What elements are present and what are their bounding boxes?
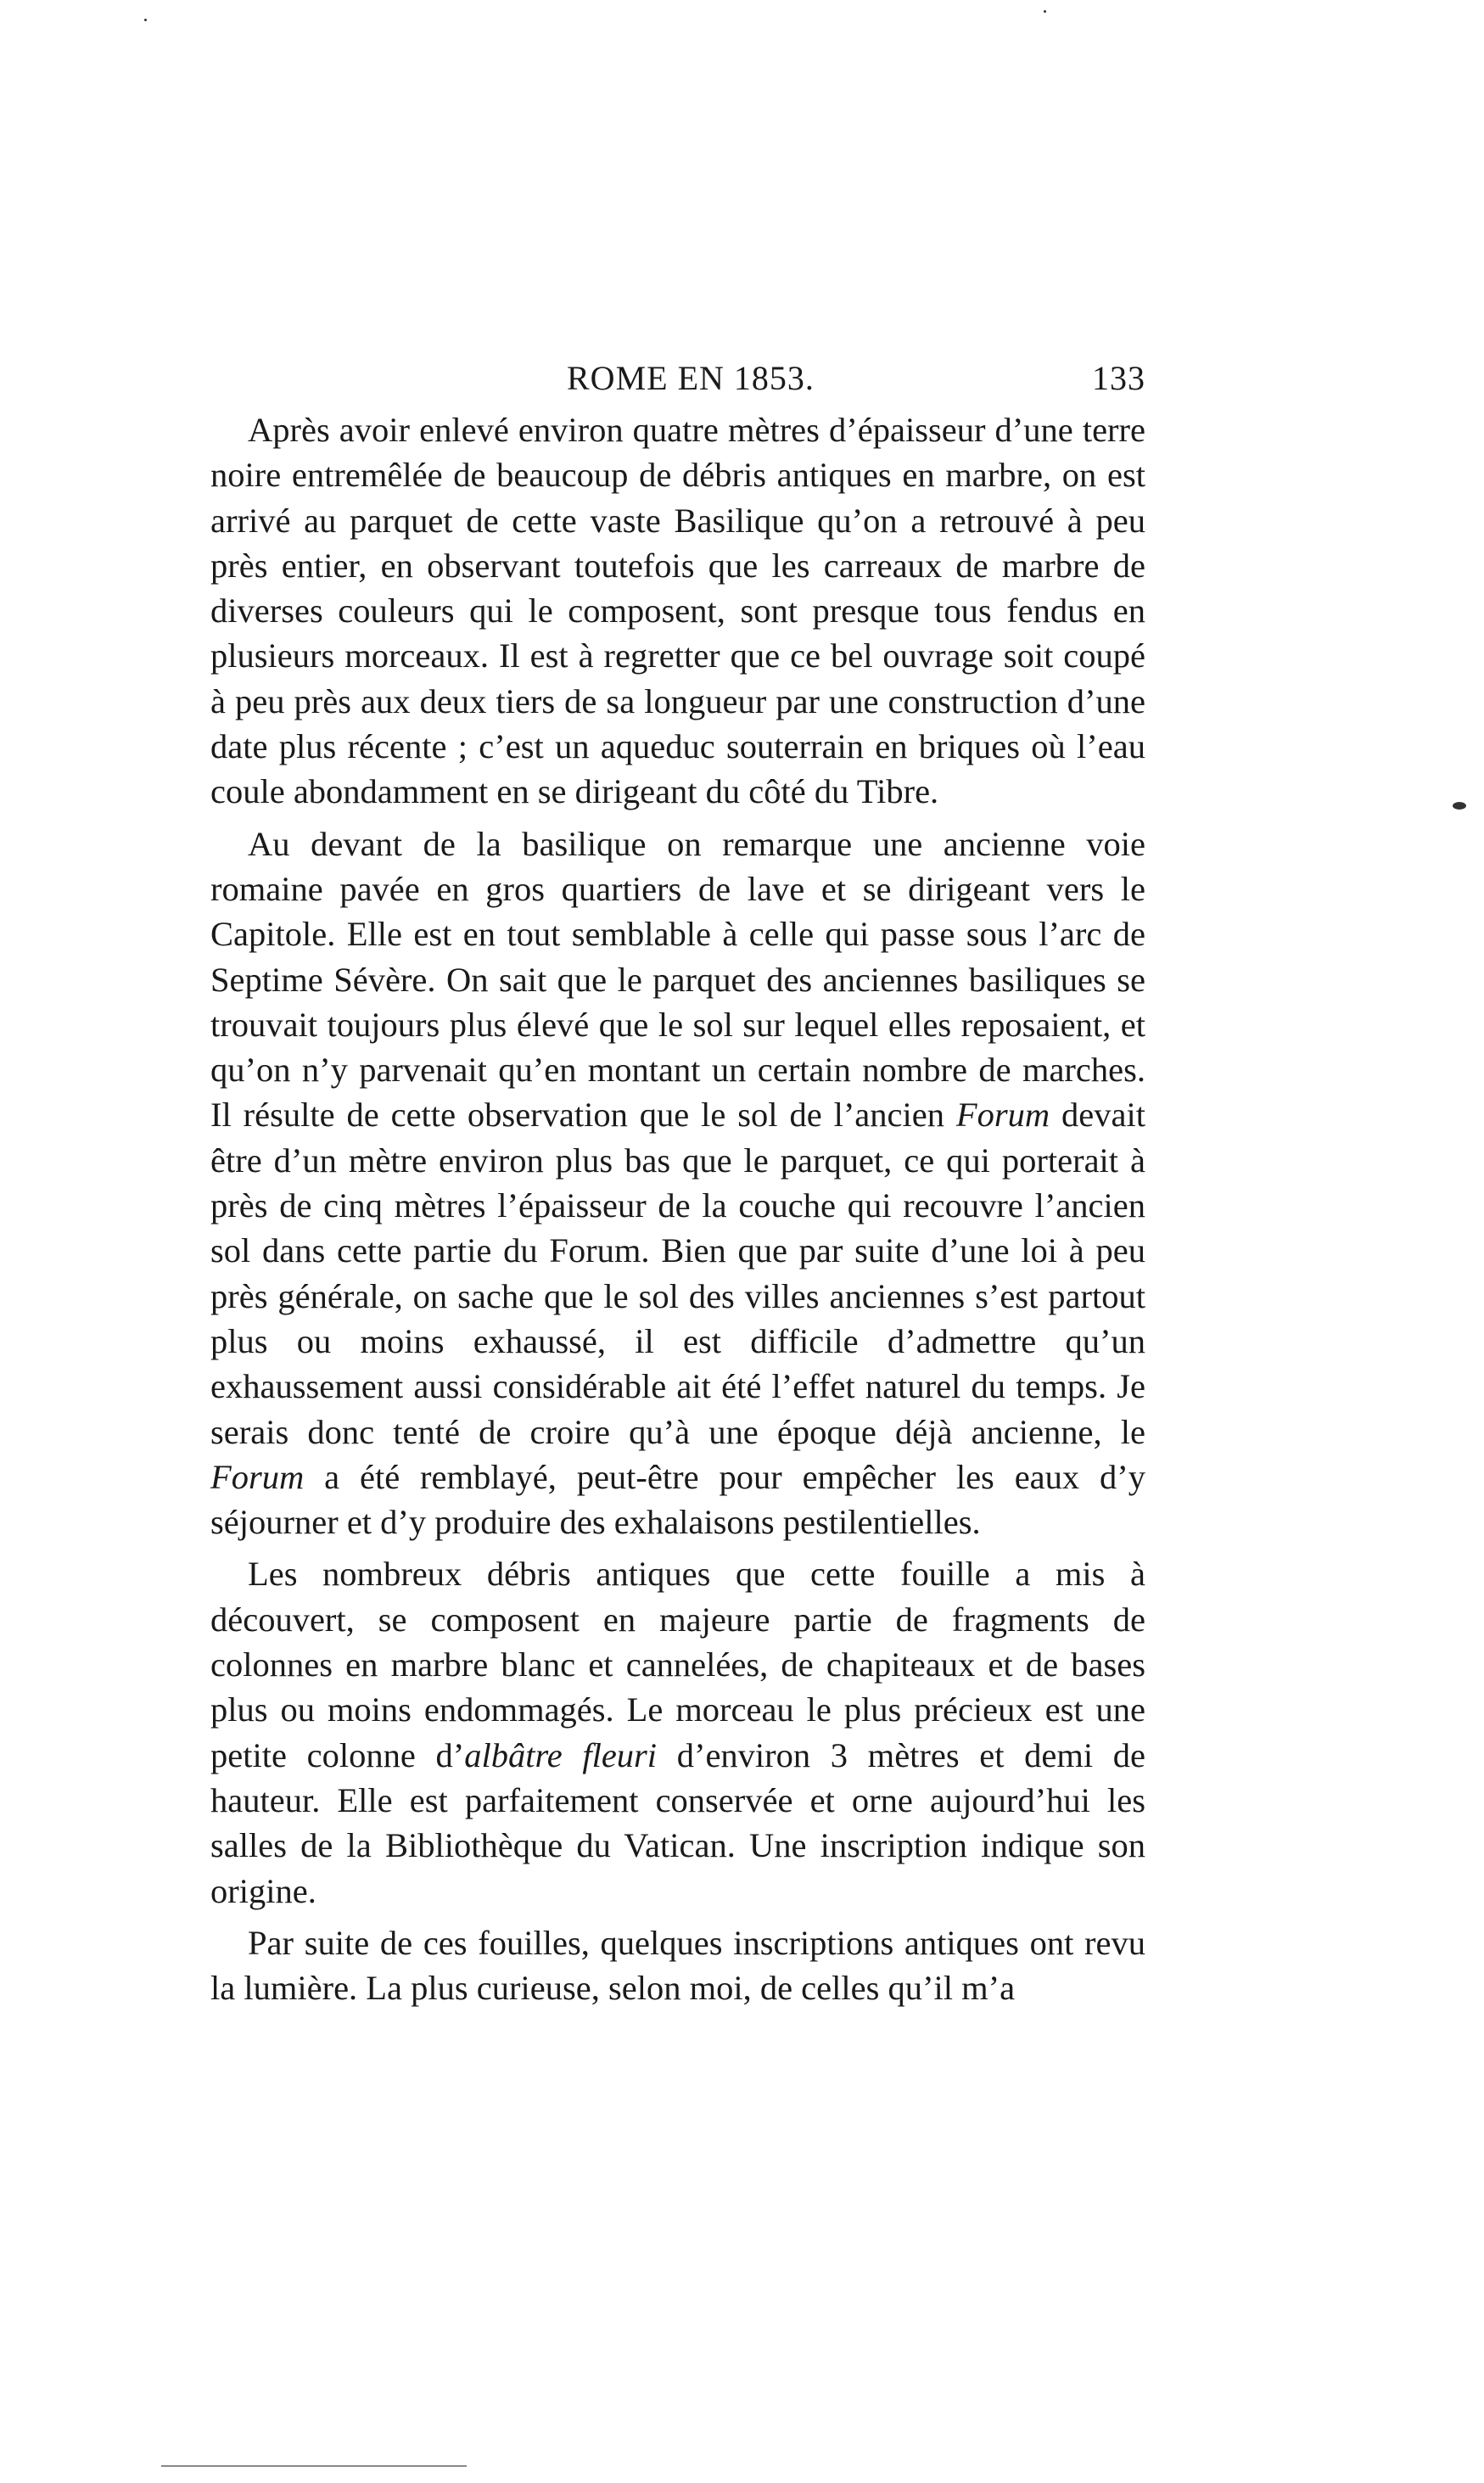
ink-speck	[1044, 10, 1046, 13]
ink-speck	[1453, 802, 1466, 810]
paragraph	[210, 821, 1145, 1545]
text-run: Par suite de ces fouilles, quelques inscriptions antiques ont revu la lumière. La plus curieuse, selon moi, de celles qu’il m’a	[210, 1923, 1145, 2008]
text-run: Les nombreux débris antiques que cette fouille a mis à découvert, se composent en majeure partie de fragments de colonnes en marbre blanc et cannelées, de chapiteaux et de bases plus ou moins endommagés. Le morceau le plus précieux est une petite colonne d’	[210, 1555, 1145, 1774]
paragraph	[210, 1920, 1145, 2011]
page-number: 133	[1092, 359, 1145, 397]
italic-run: Forum	[210, 1457, 305, 1496]
text-run: devait être d’un mètre environ plus bas que le parquet, ce qui porterait à près de cinq mètres l’épaisseur de la couche qui recouvre l’ancien sol dans cette partie du Forum. Bien que par suite d’une loi à peu près générale, on sache que le sol des villes anciennes s’est partout plus ou moins exhaussé, il est difficile d’admettre qu’un exhaussement aussi considérable ait été l’effet naturel du temps. Je serais donc tenté de croire qu’à une époque déjà ancienne, le	[210, 1096, 1145, 1451]
text-run: Après avoir enlevé environ quatre mètres d’épaisseur d’une terre noire entremêlée de beaucoup de débris antiques en marbre, on est arrivé au parquet de cette vaste Basilique qu’on a retrouvé à peu près entier, en observant toutefois que les carreaux de marbre de diverses couleurs qui le composent, sont presque tous fendus en plusieurs morceaux. Il est à regretter que ce bel ouvrage soit coupé à peu près aux deux tiers de sa longueur par une construction d’une date plus récente ; c’est un aqueduc souterrain en briques où l’eau coule abondamment en se dirigeant du côté du Tibre.	[210, 411, 1145, 811]
running-title: ROME EN 1853.	[567, 359, 815, 397]
body-text	[210, 407, 1145, 2017]
bottom-scan-rule	[161, 2465, 467, 2467]
text-run: Au devant de la basilique on remarque une ancienne voie romaine pavée en gros quartiers de lave et se dirigeant vers le Capitole. Elle est en tout semblable à celle qui passe sous l’arc de Septime Sévère. On sait que le parquet des anciennes basiliques se trouvait toujours plus élevé que le sol sur lequel elles reposaient, et qu’on n’y parvenait qu’en montant un certain nombre de marches. Il résulte de cette observation que le sol de l’ancien	[210, 824, 1145, 1135]
paragraph	[210, 407, 1145, 815]
italic-run: albâtre fleuri	[464, 1735, 658, 1774]
text-run: d’environ 3 mètres et demi de hauteur. Elle est parfaitement conservée et orne aujourd’hui les salles de la Bibliothèque du Vatican. Une inscription indique son origine.	[210, 1735, 1145, 1910]
text-run: a été remblayé, peut-être pour empêcher les eaux d’y séjourner et d’y produire des exhalaisons pestilentielles.	[210, 1457, 1145, 1542]
paragraph	[210, 1551, 1145, 1913]
ink-speck	[144, 19, 147, 21]
running-head	[210, 358, 1145, 409]
italic-run: Forum	[955, 1096, 1050, 1135]
